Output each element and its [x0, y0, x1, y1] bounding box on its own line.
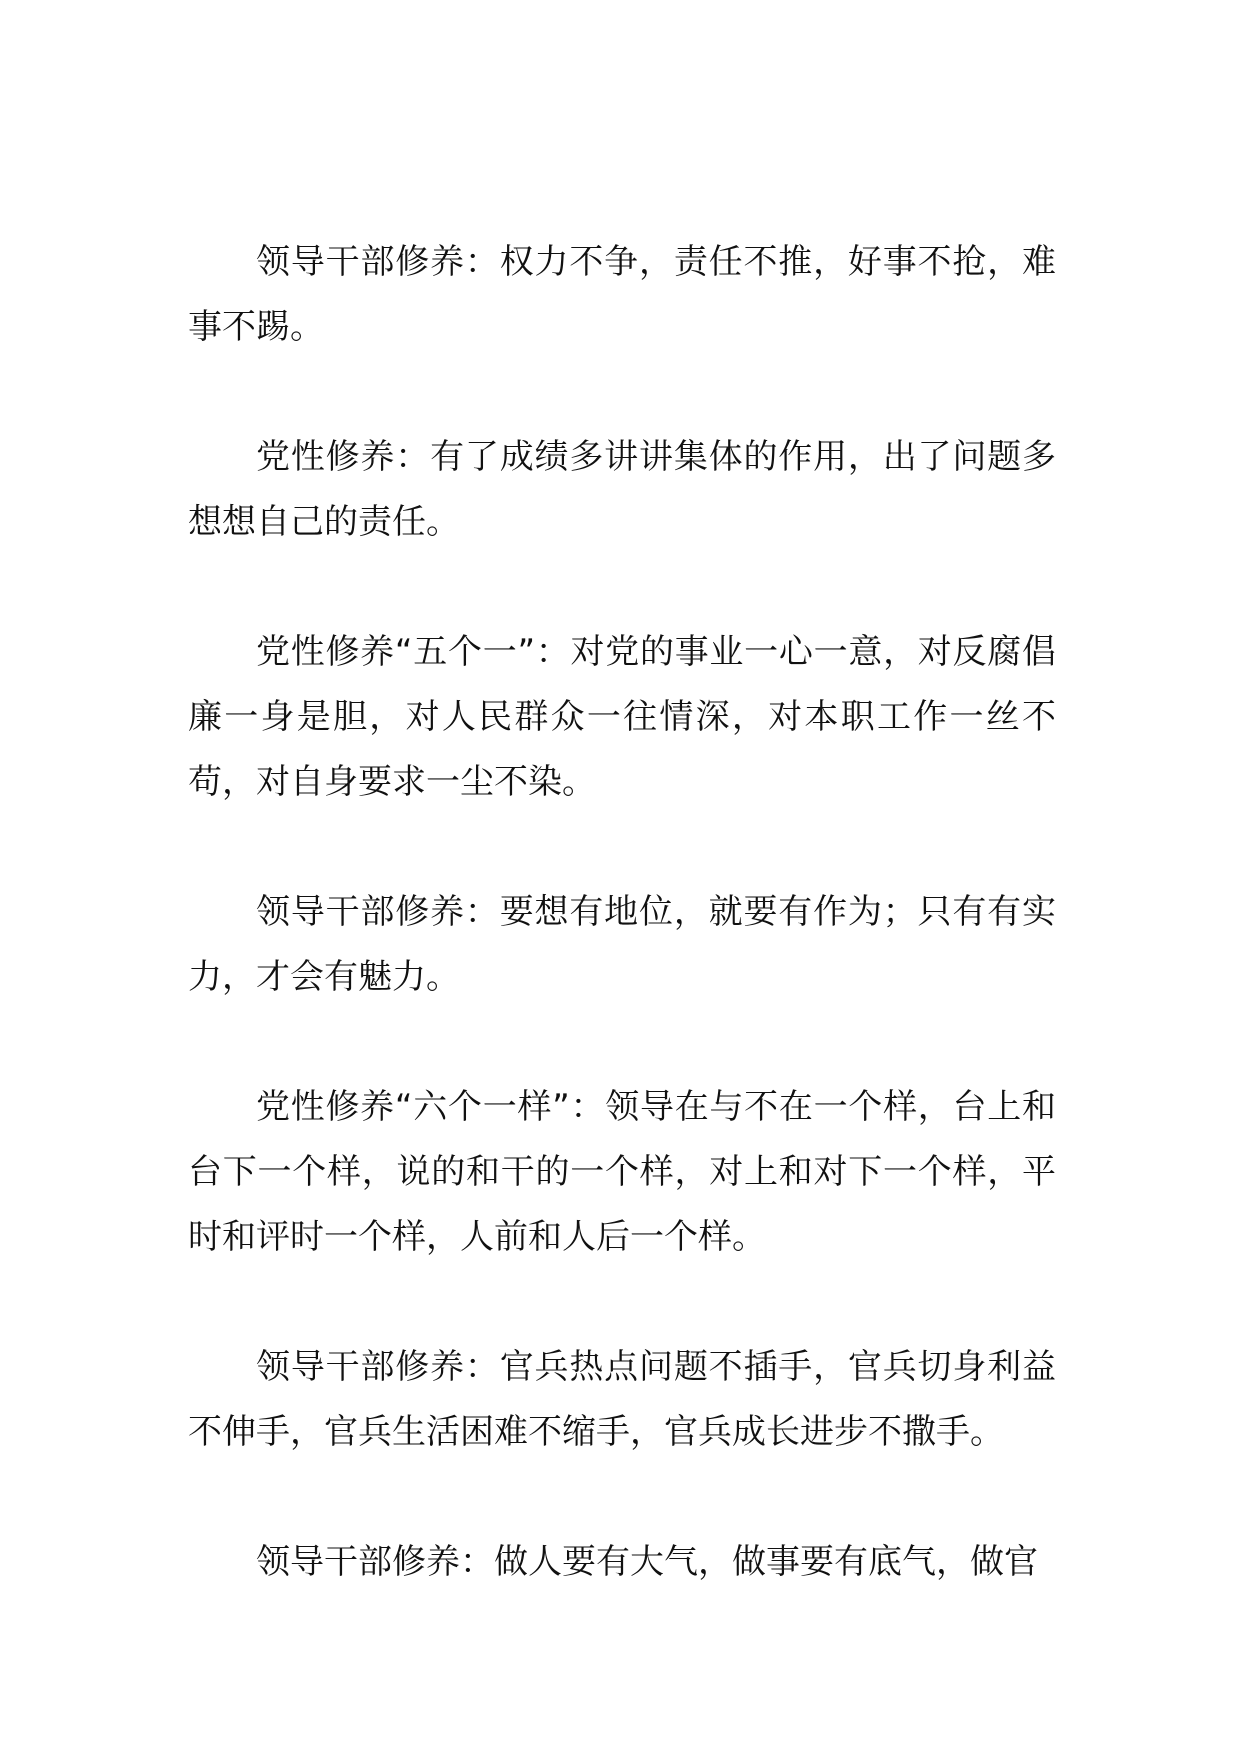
paragraph: 领导干部修养：要想有地位，就要有作为；只有有实力，才会有魅力。 — [188, 892, 1056, 997]
paragraph: 领导干部修养：做人要有大气，做事要有底气，做官 — [256, 1542, 1038, 1582]
paragraph: 领导干部修养：官兵热点问题不插手，官兵切身利益不伸手，官兵生活困难不缩手，官兵成长进步不撒手。 — [188, 1347, 1056, 1452]
document-body — [188, 230, 1056, 1660]
paragraph: 领导干部修养：权力不争，责任不推，好事不抢，难事不踢。 — [188, 242, 1056, 347]
paragraph: 党性修养“六个一样”：领导在与不在一个样，台上和台下一个样，说的和干的一个样，对上和对下一个样，平时和评时一个样，人前和人后一个样。 — [188, 1087, 1056, 1257]
paragraph: 党性修养：有了成绩多讲讲集体的作用，出了问题多想想自己的责任。 — [188, 437, 1056, 542]
paragraph: 党性修养“五个一”：对党的事业一心一意，对反腐倡廉一身是胆，对人民群众一往情深，对本职工作一丝不苟，对自身要求一尘不染。 — [188, 632, 1056, 802]
